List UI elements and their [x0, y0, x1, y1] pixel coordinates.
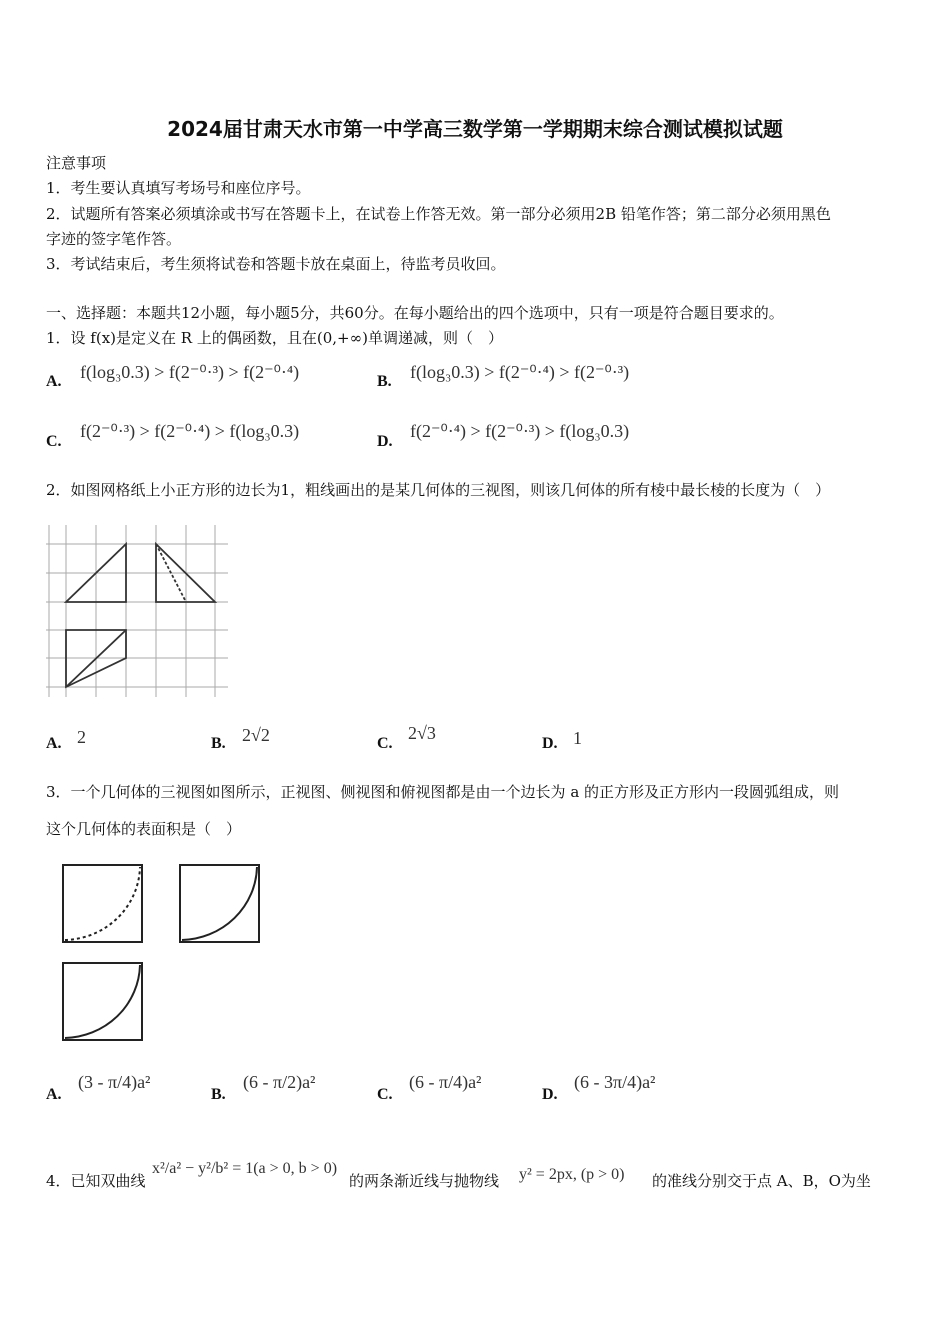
q1-option-b-label: B. — [377, 373, 392, 390]
question-2-stem: 2．如图网格纸上小正方形的边长为1，粗线画出的是某几何体的三视图，则该几何体的所有棱中最长棱的长度为（ ） — [46, 481, 831, 499]
q2-option-a: 2 — [77, 727, 86, 747]
notice-item: 1．考生要认真填写考场号和座位序号。 — [46, 179, 311, 197]
section-heading: 一、选择题：本题共12小题，每小题5分，共60分。在每小题给出的四个选项中，只有一项是符合题目要求的。 — [46, 304, 784, 322]
q4-hyperbola-equation: x²/a² − y²/b² = 1(a > 0, b > 0) — [152, 1160, 338, 1177]
q2-option-a-label: A. — [46, 735, 62, 752]
question-4-prefix: 4．已知双曲线 — [46, 1172, 146, 1190]
q1-option-d: f(2⁻⁰·⁴) > f(2⁻⁰·³) > f(log₃0.3) — [410, 421, 630, 441]
q1-option-a-label: A. — [46, 373, 62, 390]
notice-item: 3．考试结束后，考生须将试卷和答题卡放在桌面上，待监考员收回。 — [46, 255, 506, 273]
q1-option-c: f(2⁻⁰·³) > f(2⁻⁰·⁴) > f(log₃0.3) — [80, 421, 300, 441]
q4-parabola-equation: y² = 2px, (p > 0) — [519, 1166, 625, 1183]
q1-option-a: f(log₃0.3) > f(2⁻⁰·³) > f(2⁻⁰·⁴) — [80, 362, 300, 382]
q3-option-c-label: C. — [377, 1086, 393, 1103]
q3-option-d: (6 - 3π/4)a² — [574, 1072, 656, 1092]
question-3-stem: 3．一个几何体的三视图如图所示，正视图、侧视图和俯视图都是由一个边长为 a 的正方形及正方形内一段圆弧组成，则 — [46, 783, 840, 801]
three-view-arc-figure — [60, 862, 265, 1044]
q2-option-b-label: B. — [211, 735, 226, 752]
q2-option-c: 2√3 — [408, 723, 436, 743]
q2-option-d-label: D. — [542, 735, 558, 752]
q3-option-c: (6 - π/4)a² — [409, 1072, 482, 1092]
notice-heading: 注意事项 — [46, 154, 107, 172]
q2-option-b: 2√2 — [242, 725, 270, 745]
three-view-grid-figure — [46, 525, 232, 697]
q3-option-b: (6 - π/2)a² — [243, 1072, 316, 1092]
q3-option-d-label: D. — [542, 1086, 558, 1103]
q3-option-b-label: B. — [211, 1086, 226, 1103]
notice-item: 字迹的签字笔作答。 — [46, 230, 182, 248]
question-4-mid: 的两条渐近线与抛物线 — [349, 1172, 500, 1190]
q3-option-a-label: A. — [46, 1086, 62, 1103]
question-3-stem-cont: 这个几何体的表面积是（ ） — [46, 820, 242, 838]
q1-option-b: f(log₃0.3) > f(2⁻⁰·⁴) > f(2⁻⁰·³) — [410, 362, 630, 382]
question-4-suffix: 的准线分别交于点 A、B，O为坐 — [652, 1172, 871, 1190]
q2-option-d: 1 — [573, 728, 582, 748]
notice-item: 2．试题所有答案必须填涂或书写在答题卡上，在试卷上作答无效。第一部分必须用2B 铅笔作答；第二部分必须用黑色 — [46, 205, 831, 223]
q1-option-d-label: D. — [377, 433, 393, 450]
q2-option-c-label: C. — [377, 735, 393, 752]
q1-option-c-label: C. — [46, 433, 62, 450]
q3-option-a: (3 - π/4)a² — [78, 1072, 151, 1092]
page-title: 2024届甘肃天水市第一中学高三数学第一学期期末综合测试模拟试题 — [167, 117, 783, 141]
question-1-stem: 1．设 f(x)是定义在 R 上的偶函数，且在(0,+∞)单调递减，则（ ） — [46, 329, 503, 347]
